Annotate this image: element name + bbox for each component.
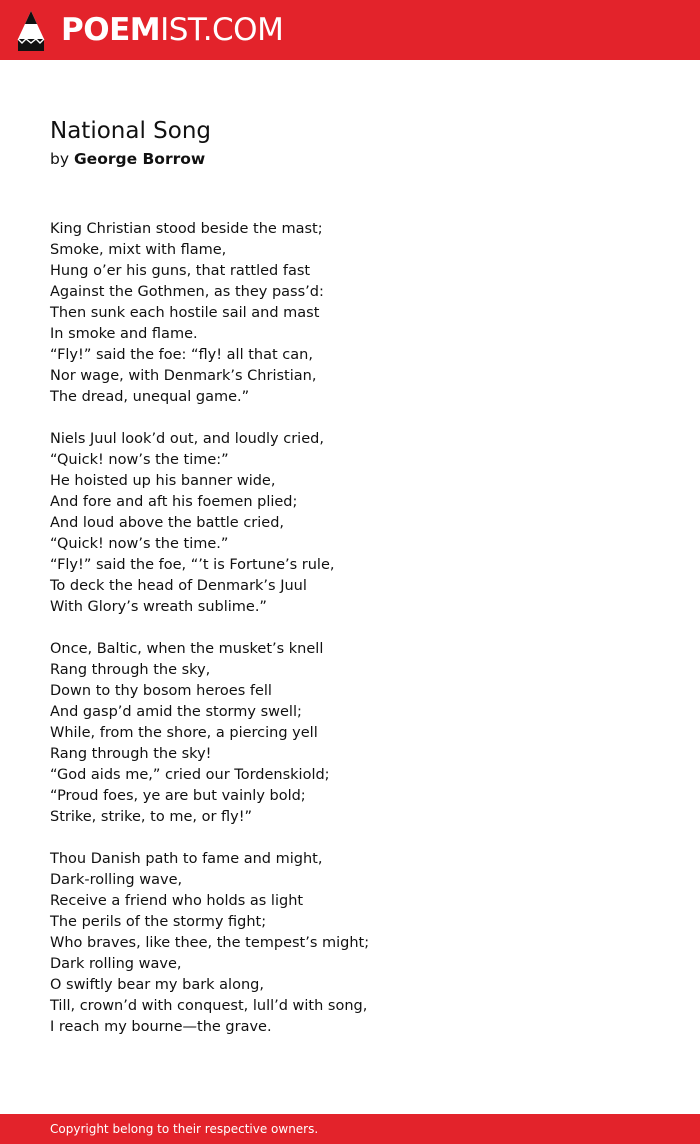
poem-line: To deck the head of Denmark’s Juul: [50, 578, 307, 594]
poem-line: Once, Baltic, when the musket’s knell: [50, 641, 324, 657]
poem-line: “God aids me,” cried our Tordenskiold;: [50, 767, 330, 783]
poem-line: With Glory’s wreath sublime.”: [50, 599, 267, 615]
poem-line: Dark-rolling wave,: [50, 872, 183, 888]
author-name: George Borrow: [73, 150, 206, 168]
poem-line: Dark rolling wave,: [50, 956, 182, 972]
poem-line: Hung o’er his guns, that rattled fast: [50, 263, 311, 279]
poem-line: Niels Juul look’d out, and loudly cried,: [50, 431, 324, 447]
stanza: [50, 849, 650, 1038]
poem-line: Nor wage, with Denmark’s Christian,: [50, 368, 317, 384]
poem-line: Down to thy bosom heroes fell: [50, 683, 272, 699]
poem-line: Rang through the sky!: [50, 746, 212, 762]
poem-line: He hoisted up his banner wide,: [50, 473, 276, 489]
stanza: [50, 429, 650, 618]
poem-line: “Proud foes, ye are but vainly bold;: [50, 788, 306, 804]
poem-line: Smoke, mixt with flame,: [50, 242, 227, 258]
poem-line: Till, crown’d with conquest, lull’d with song,: [50, 998, 368, 1014]
poem-line: The dread, unequal game.”: [50, 389, 250, 405]
by-label: by: [50, 150, 70, 168]
poem-line: And loud above the battle cried,: [50, 515, 285, 531]
poem-line: “Fly!” said the foe, “’t is Fortune’s rule,: [50, 557, 335, 573]
poem-line: Against the Gothmen, as they pass’d:: [50, 284, 324, 300]
poem-line: Receive a friend who holds as light: [50, 893, 304, 909]
poem-line: In smoke and flame.: [50, 326, 198, 342]
poem-line: King Christian stood beside the mast;: [50, 221, 323, 237]
pencil-icon[interactable]: [17, 10, 45, 52]
stanza: [50, 219, 650, 408]
logo-light-text: IST.COM: [160, 12, 284, 48]
site-header: [0, 0, 700, 60]
poem-body: [50, 219, 650, 1059]
poem-line: And gasp’d amid the stormy swell;: [50, 704, 302, 720]
site-logo[interactable]: [61, 11, 283, 49]
poem-line: And fore and aft his foemen plied;: [50, 494, 298, 510]
logo-bold-text: POEM: [61, 12, 161, 48]
stanza: [50, 639, 650, 828]
poem-line: “Fly!” said the foe: “fly! all that can,: [50, 347, 313, 363]
poem-line: I reach my bourne—the grave.: [50, 1019, 272, 1035]
poem-line: Strike, strike, to me, or fly!”: [50, 809, 253, 825]
poem-line: The perils of the stormy fight;: [50, 914, 267, 930]
poem-line: Who braves, like thee, the tempest’s might;: [50, 935, 370, 951]
poem-line: “Quick! now’s the time:”: [50, 452, 229, 468]
copyright-text: Copyright belong to their respective owners.: [50, 1122, 319, 1136]
poem-title: National Song: [50, 118, 211, 144]
poem-line: While, from the shore, a piercing yell: [50, 725, 318, 741]
byline: [50, 149, 205, 169]
poem-line: Rang through the sky,: [50, 662, 211, 678]
poem-line: Then sunk each hostile sail and mast: [50, 305, 320, 321]
poem-line: O swiftly bear my bark along,: [50, 977, 264, 993]
site-footer: [0, 1114, 700, 1144]
poem-line: “Quick! now’s the time.”: [50, 536, 229, 552]
poem-line: Thou Danish path to fame and might,: [50, 851, 323, 867]
